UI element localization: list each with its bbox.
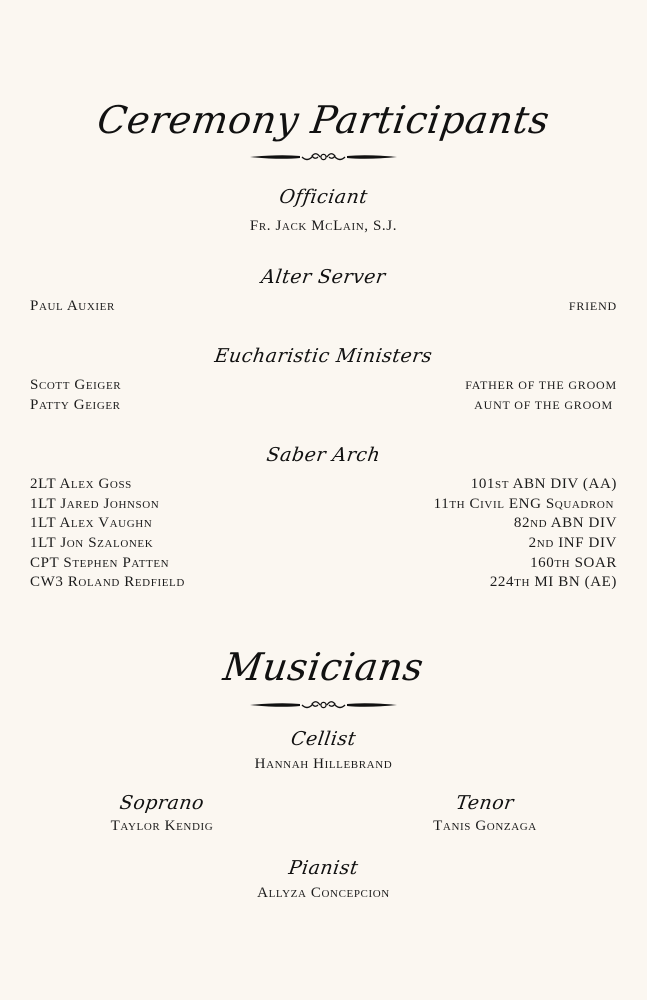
list-item bbox=[30, 515, 617, 535]
eucharistic-ministers-heading: Eucharistic Ministers bbox=[213, 345, 434, 367]
officiant-heading: Officiant bbox=[277, 186, 370, 208]
tenor-block bbox=[375, 792, 595, 835]
list-item bbox=[30, 555, 617, 575]
saber-arch-name: CPT Stephen Patten bbox=[30, 555, 170, 571]
saber-arch-unit: 2nd INF DIV bbox=[528, 535, 617, 551]
soprano-heading: Soprano bbox=[118, 792, 206, 814]
alter-server-role: FRIEND bbox=[568, 299, 617, 313]
list-item bbox=[30, 377, 617, 397]
list-item bbox=[30, 397, 617, 417]
list-item bbox=[30, 535, 617, 555]
ceremony-title: Ceremony Participants bbox=[94, 98, 553, 142]
saber-arch-unit: 82nd ABN DIV bbox=[513, 515, 617, 531]
saber-arch-unit: 11th Civil ENG Squadron bbox=[433, 496, 614, 512]
saber-arch-unit: 160th SOAR bbox=[530, 555, 617, 571]
saber-arch-heading: Saber Arch bbox=[265, 444, 382, 466]
flourish-divider-icon bbox=[0, 698, 647, 712]
saber-arch-name: 1LT Jared Johnson bbox=[30, 496, 160, 512]
tenor-heading: Tenor bbox=[454, 792, 516, 814]
flourish-divider-icon bbox=[0, 150, 647, 164]
saber-arch-name: 2LT Alex Goss bbox=[30, 476, 132, 492]
alter-server-heading: Alter Server bbox=[259, 266, 388, 288]
soprano-name: Taylor Kendig bbox=[110, 818, 214, 834]
pianist-heading: Pianist bbox=[287, 857, 360, 879]
list-item bbox=[30, 476, 617, 496]
list-item bbox=[30, 574, 617, 594]
saber-arch-name: 1LT Jon Szalonek bbox=[30, 535, 154, 551]
alter-server-row bbox=[30, 298, 617, 318]
list-item bbox=[30, 496, 617, 516]
minister-role: FATHER OF THE GROOM bbox=[465, 378, 617, 392]
soprano-block bbox=[52, 792, 272, 835]
pianist-name: Allyza Concepcion bbox=[257, 885, 390, 901]
cellist-name: Hannah Hillebrand bbox=[254, 756, 393, 772]
saber-arch-name: 1LT Alex Vaughn bbox=[30, 515, 153, 531]
cellist-heading: Cellist bbox=[289, 728, 358, 750]
tenor-name: Tanis Gonzaga bbox=[433, 818, 537, 834]
alter-server-name: Paul Auxier bbox=[30, 298, 115, 314]
minister-name: Scott Geiger bbox=[30, 377, 122, 393]
musicians-title: Musicians bbox=[220, 645, 427, 689]
minister-name: Patty Geiger bbox=[30, 397, 121, 413]
saber-arch-name: CW3 Roland Redfield bbox=[30, 574, 185, 590]
officiant-name: Fr. Jack McLain, S.J. bbox=[249, 218, 398, 234]
minister-role: AUNT OF THE GROOM bbox=[474, 398, 613, 412]
saber-arch-unit: 224th MI BN (AE) bbox=[489, 574, 617, 590]
saber-arch-unit: 101st ABN DIV (AA) bbox=[470, 476, 617, 492]
